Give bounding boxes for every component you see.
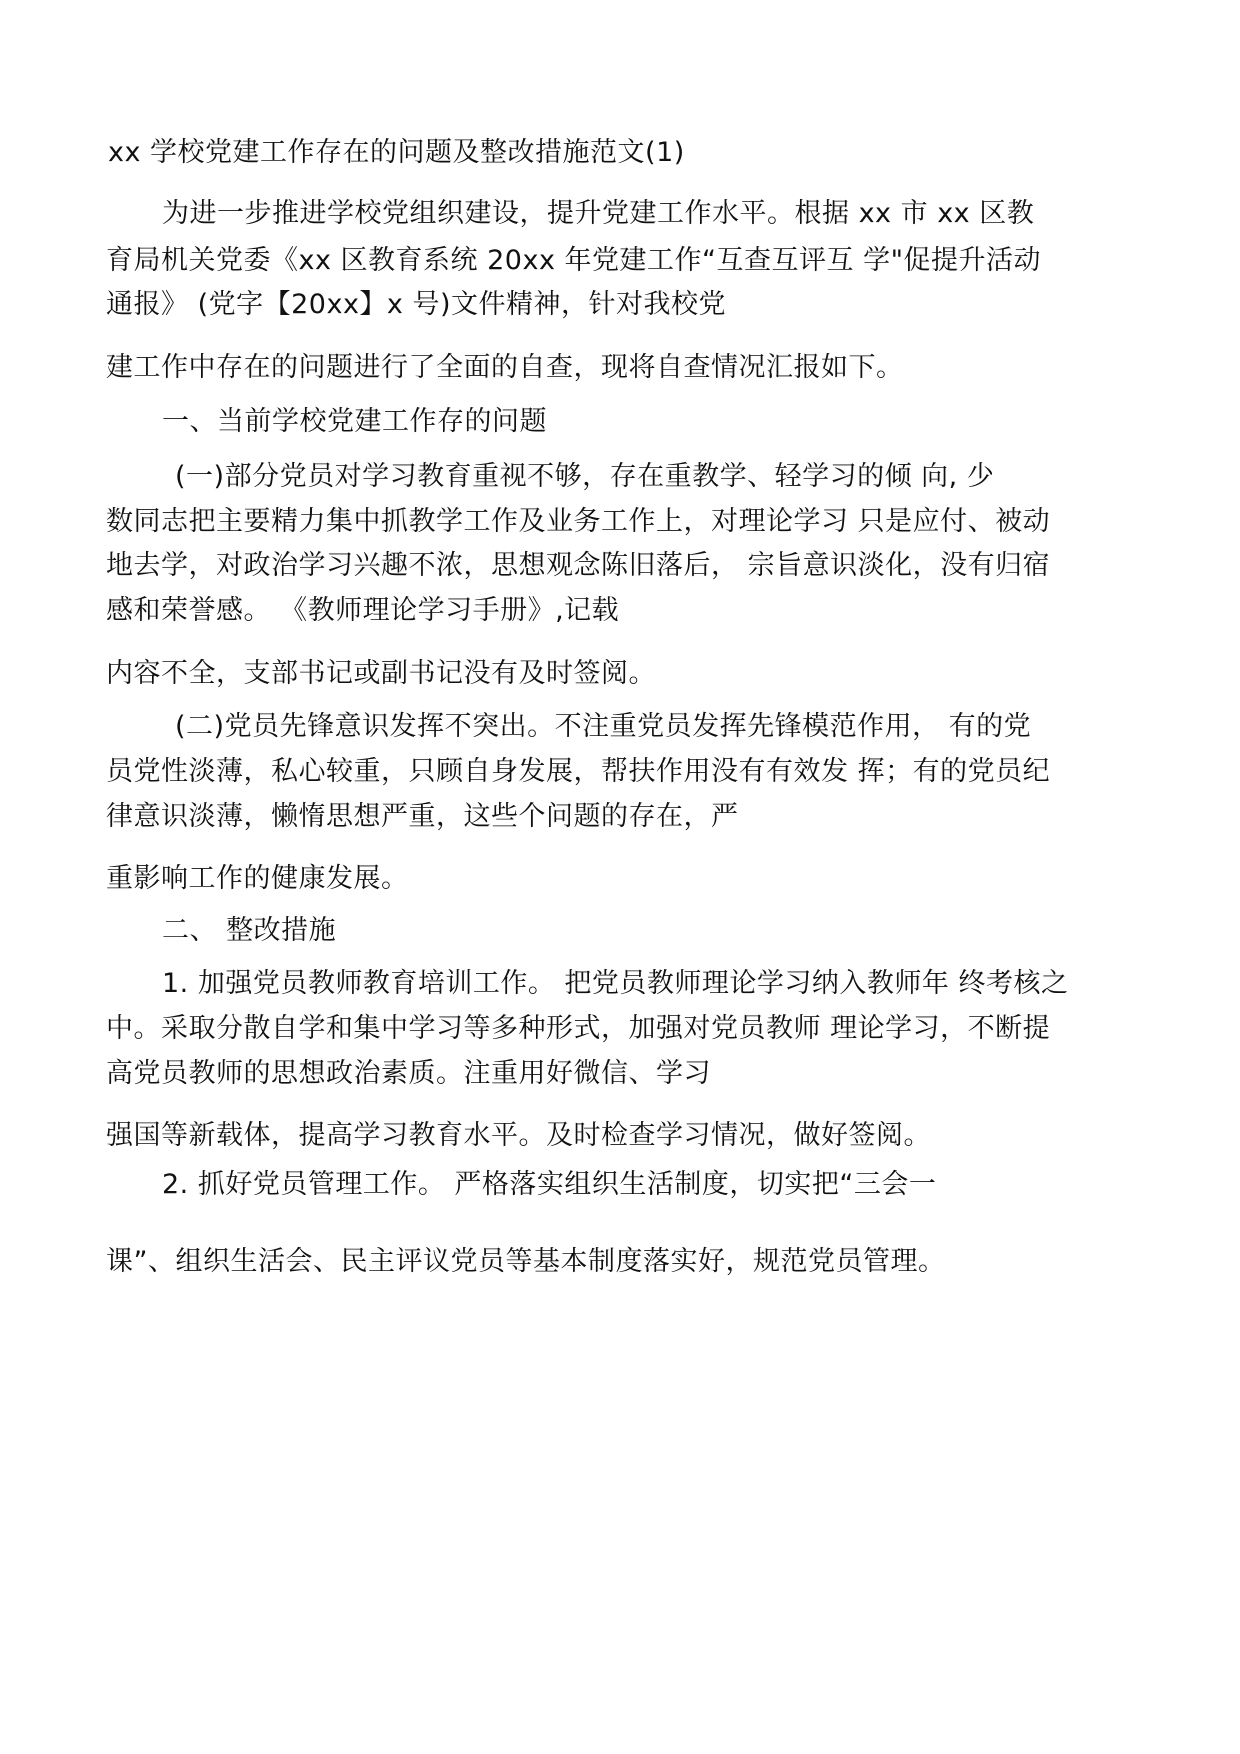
paragraph-line: 地去学，对政治学习兴趣不浓，思想观念陈旧落后， 宗旨意识淡化，没有归宿: [106, 550, 1051, 581]
paragraph-line: 强国等新载体，提高学习教育水平。及时检查学习情况，做好签阅。: [106, 1120, 931, 1151]
document-title: xx 学校党建工作存在的问题及整改措施范文(1): [108, 137, 685, 168]
paragraph-line: 中。采取分散自学和集中学习等多种形式，加强对党员教师 理论学习，不断提: [106, 1013, 1051, 1044]
paragraph-line: 高党员教师的思想政治素质。注重用好微信、学习: [106, 1058, 711, 1089]
paragraph-line: 通报》 (党字【20xx】x 号)文件精神，针对我校党: [106, 289, 727, 320]
paragraph-line: 为进一步推进学校党组织建设，提升党建工作水平。根据 xx 市 xx 区教: [162, 198, 1035, 229]
section-heading: 一、当前学校党建工作存的问题: [162, 406, 547, 437]
paragraph-line: 2. 抓好党员管理工作。 严格落实组织生活制度，切实把“三会一: [162, 1169, 937, 1200]
paragraph-line: 重影响工作的健康发展。: [106, 863, 409, 894]
paragraph-line: 感和荣誉感。 《教师理论学习手册》,记载: [106, 595, 620, 626]
paragraph-line: (二)党员先锋意识发挥不突出。不注重党员发挥先锋模范作用， 有的党: [175, 711, 1032, 742]
section-heading: 二、 整改措施: [162, 915, 337, 946]
paragraph-line: (一)部分党员对学习教育重视不够，存在重教学、轻学习的倾 向, 少: [175, 461, 995, 492]
paragraph-line: 律意识淡薄，懒惰思想严重，这些个问题的存在，严: [106, 801, 739, 832]
paragraph-line: 1. 加强党员教师教育培训工作。 把党员教师理论学习纳入教师年 终考核之: [162, 968, 1069, 999]
paragraph-line: 内容不全，支部书记或副书记没有及时签阅。: [106, 658, 656, 689]
paragraph-line: 建工作中存在的问题进行了全面的自查，现将自查情况汇报如下。: [106, 352, 904, 383]
paragraph-line: 数同志把主要精力集中抓教学工作及业务工作上，对理论学习 只是应付、被动: [106, 506, 1051, 537]
paragraph-line: 员党性淡薄，私心较重，只顾自身发展，帮扶作用没有有效发 挥；有的党员纪: [106, 756, 1051, 787]
paragraph-line: 课”、组织生活会、民主评议党员等基本制度落实好，规范党员管理。: [106, 1246, 946, 1277]
paragraph-line: 育局机关党委《xx 区教育系统 20xx 年党建工作“互查互评互 学"促提升活动: [106, 245, 1042, 276]
